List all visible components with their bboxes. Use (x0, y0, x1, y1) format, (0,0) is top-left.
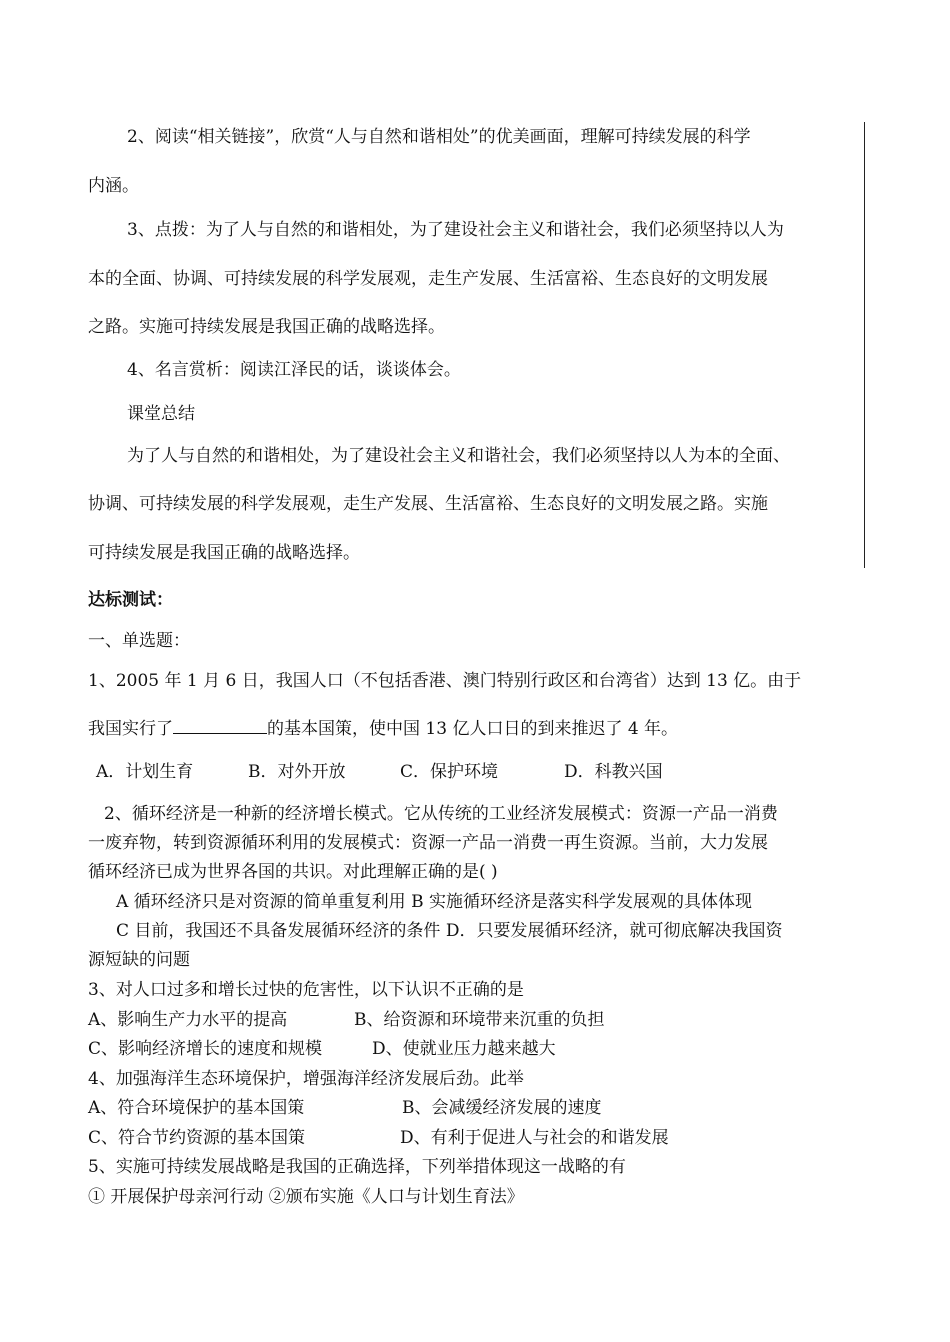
option-c: C．保护环境 (400, 762, 499, 782)
paragraph-3-line3: 之路。实施可持续发展是我国正确的战略选择。 (88, 317, 445, 337)
paragraph-2: 2、阅读“相关链接”，欣赏“人与自然和谐相处”的优美画面，理解可持续发展的科学 (127, 127, 751, 147)
question-5: 5、实施可持续发展战略是我国的正确选择，下列举措体现这一战略的有 (88, 1157, 626, 1177)
test-heading: 达标测试： (88, 590, 173, 610)
question-1-line1: 1、2005 年 1 月 6 日，我国人口（不包括香港、澳门特别行政区和台湾省）达到 13 亿。由于 (88, 671, 802, 691)
paragraph-3-line1: 3、点拨：为了人与自然的和谐相处，为了建设社会主义和谐社会，我们必须坚持以人为 (127, 220, 784, 240)
option-b: B．对外开放 (248, 762, 346, 782)
option-b: B、会减缓经济发展的速度 (402, 1098, 602, 1118)
question-2-line1: 2、循环经济是一种新的经济增长模式。它从传统的工业经济发展模式：资源一产品一消费 (104, 804, 778, 824)
question-2-option-ab: A 循环经济只是对资源的简单重复利用 B 实施循环经济是落实科学发展观的具体体现 (116, 892, 752, 912)
question-2-line2: 一废弃物，转到资源循环利用的发展模式：资源一产品一消费一再生资源。当前，大力发展 (88, 833, 768, 853)
option-a: A、影响生产力水平的提高 (88, 1010, 288, 1030)
question-4-options-row1 (88, 1096, 868, 1120)
question-4: 4、加强海洋生态环境保护，增强海洋经济发展后劲。此举 (88, 1069, 524, 1089)
question-3-options-row2 (88, 1037, 868, 1061)
section-heading: 一、单选题： (88, 631, 190, 651)
option-d: D．科教兴国 (564, 762, 663, 782)
question-5-items: ① 开展保护母亲河行动 ②颁布实施《人口与计划生育法》 (88, 1187, 524, 1207)
option-d: D、使就业压力越来越大 (372, 1039, 556, 1059)
paragraph-2-cont: 内涵。 (88, 176, 139, 196)
question-1-options (88, 760, 868, 784)
question-4-options-row2 (88, 1126, 868, 1150)
summary-heading: 课堂总结 (127, 404, 195, 424)
paragraph-3-line2: 本的全面、协调、可持续发展的科学发展观，走生产发展、生活富裕、生态良好的文明发展 (88, 269, 768, 289)
summary-line3: 可持续发展是我国正确的战略选择。 (88, 543, 360, 563)
option-a: A、符合环境保护的基本国策 (88, 1098, 305, 1118)
paragraph-4: 4、名言赏析：阅读江泽民的话，谈谈体会。 (127, 360, 461, 380)
answer-blank (173, 718, 267, 734)
option-a: A．计划生育 (96, 762, 194, 782)
option-d: D、有利于促进人与社会的和谐发展 (400, 1128, 669, 1148)
question-2-option-cd: C 目前，我国还不具备发展循环经济的条件 D．只要发展循环经济，就可彻底解决我国资 (116, 921, 783, 941)
margin-rule (864, 122, 865, 568)
question-1-pre: 我国实行了 (88, 719, 173, 739)
question-3: 3、对人口过多和增长过快的危害性，以下认识不正确的是 (88, 980, 524, 1000)
summary-line1: 为了人与自然的和谐相处，为了建设社会主义和谐社会，我们必须坚持以人为本的全面、 (127, 446, 790, 466)
question-3-options-row1 (88, 1008, 868, 1032)
option-c: C、符合节约资源的基本国策 (88, 1128, 306, 1148)
question-1-post: 的基本国策，使中国 13 亿人口日的到来推迟了 4 年。 (267, 719, 679, 739)
option-b: B、给资源和环境带来沉重的负担 (354, 1010, 605, 1030)
summary-line2: 协调、可持续发展的科学发展观，走生产发展、生活富裕、生态良好的文明发展之路。实施 (88, 494, 768, 514)
question-1-line2 (88, 717, 678, 741)
question-2-line3: 循环经济已成为世界各国的共识。对此理解正确的是( ) (88, 862, 498, 882)
option-c: C、影响经济增长的速度和规模 (88, 1039, 323, 1059)
question-2-option-d-cont: 源短缺的问题 (88, 950, 190, 970)
